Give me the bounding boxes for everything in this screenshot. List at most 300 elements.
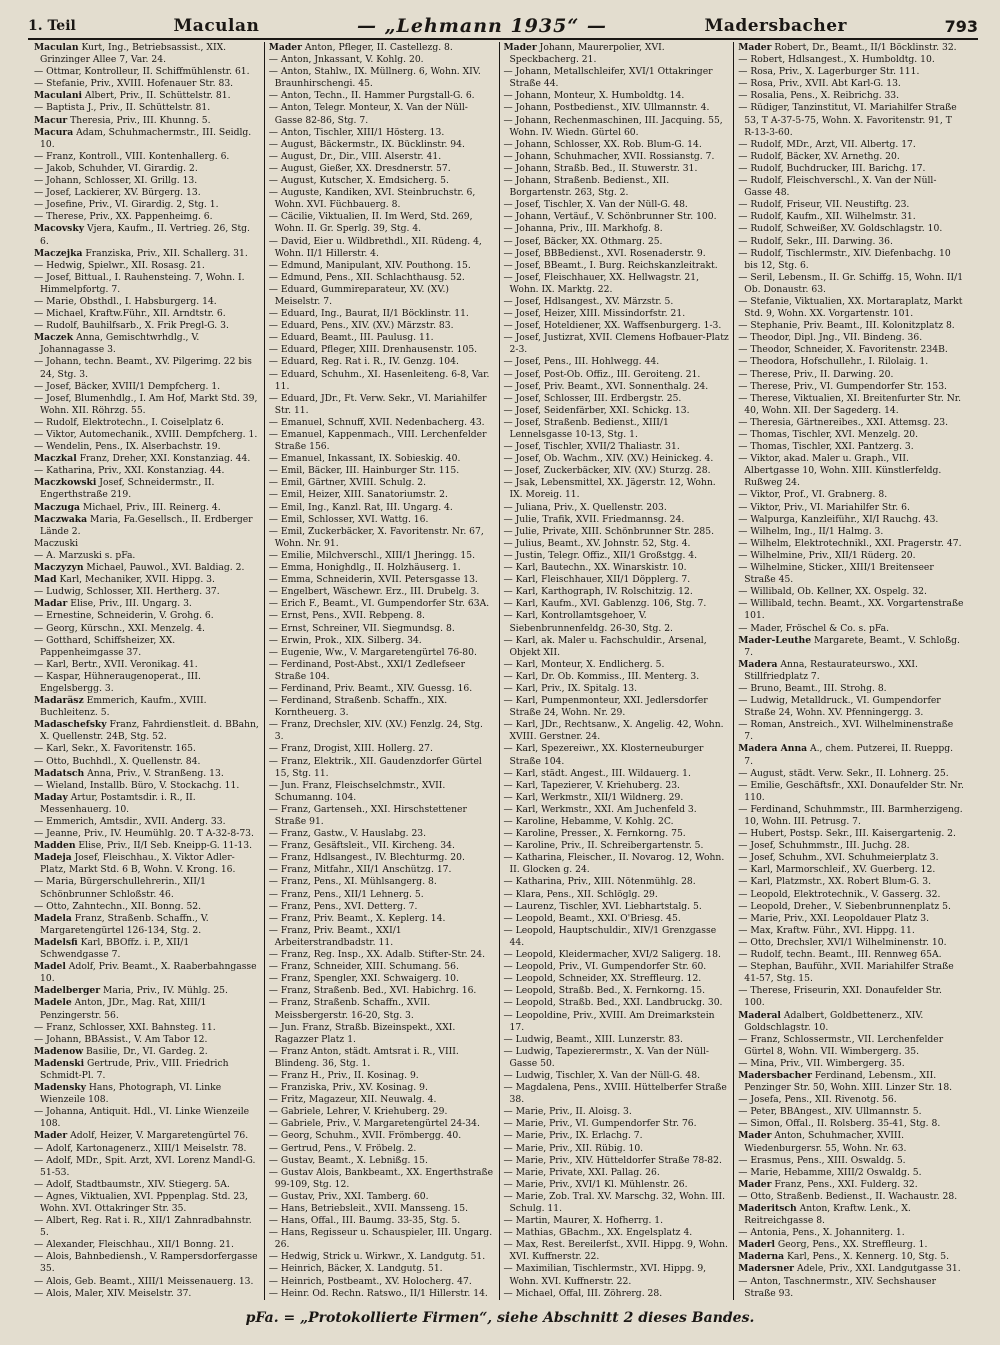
- directory-entry: — Leopold, Kleidermacher, XVI/2 Saligerg. 18.: [503, 949, 721, 961]
- directory-entry: — Stefanie, Priv., XVIII. Hofenauer Str. 83.: [34, 78, 234, 90]
- page-number: 793: [944, 16, 978, 36]
- directory-entry: — Franz, Gastw., V. Hauslabg. 23.: [268, 828, 427, 840]
- directory-entry: — Alexander, Fleischhau., XII/1 Bonng. 21.: [34, 1239, 234, 1251]
- directory-entry: — Emil, Gärtner, XVIII. Schulg. 2.: [268, 477, 427, 489]
- directory-entry: — Josef, Tischler, X. Van der Nüll-G. 48.: [503, 199, 688, 211]
- directory-entry: — Max, Kraftw. Führ., XVI. Hippg. 11.: [738, 924, 915, 936]
- directory-entry: — Franz, Pens., XVI. Detterg. 7.: [268, 900, 418, 912]
- directory-entry: — Peter, BBAngest., XIV. Ullmannstr. 5.: [738, 1106, 922, 1118]
- directory-entry: — Franz, Priv. Beamt., XXI/1 Arbeiterstrandbadstr. 11.: [268, 924, 402, 948]
- directory-entry: — Jun. Franz, Straßb. Bizeinspekt., XXI. Ragazzer Platz 1.: [268, 1021, 456, 1045]
- directory-entry: — Hedwig, Spielwr., XII. Rosasg. 21.: [34, 259, 205, 271]
- footnote: pFa. = „Protokollierte Firmen“, siehe Abschnitt 2 dieses Bandes.: [245, 1310, 755, 1326]
- directory-entry: — Emil, Zuckerbäcker, X. Favoritenstr. Nr. 67, Wohn. Nr. 91.: [268, 525, 484, 549]
- directory-entry: — Ludwig, Beamt., XIII. Lunzerstr. 83.: [503, 1033, 683, 1045]
- directory-entry: Madersbacher Ferdinand, Lebensm., XII. Penzinger Str. 50, Wohn. XIII. Linzer Str. 18.: [738, 1069, 953, 1094]
- directory-entry: — Gustav Alois, Bankbeamt., XX. Engerthstraße 99-109, Stg. 12.: [268, 1166, 494, 1190]
- directory-entry: — Therese, Friseurin, XXI. Donaufelder Str. 100.: [738, 985, 942, 1009]
- directory-entry: — Wilhelm, Elektrotechnikl., XXI. Pragerstr. 47.: [738, 537, 962, 549]
- column-4: [733, 42, 968, 1300]
- directory-entry: — Anton, Tischler, XIII/1 Hösterg. 13.: [268, 126, 445, 138]
- directory-entry: Madeja Josef, Fleischhau., X. Viktor Adler-Platz, Markt Std. 6 B, Wohn. V. Krong. 16.: [34, 852, 236, 876]
- directory-entry: — Josef, Hdlsangest., XV. Märzstr. 5.: [503, 295, 674, 307]
- directory-entry: — Marie, Priv., XIV. Hütteldorfer Straße 78-82.: [503, 1154, 722, 1166]
- directory-entry: — Karl, Platzmstr., XX. Robert Blum-G. 3.: [738, 876, 931, 888]
- directory-entry: — Anton, Telegr. Monteur, X. Van der Nüll-Gasse 82-86, Stg. 7.: [268, 102, 468, 126]
- directory-entry: — Franz, Hdlsangest., IV. Blechturmg. 20.: [268, 852, 465, 864]
- directory-entry: — Gotthard, Schiffsheizer, XX. Pappenheimgasse 37.: [34, 634, 176, 658]
- directory-entry: — Johann, Schlosser, XX. Rob. Blum-G. 14.: [503, 138, 702, 150]
- directory-entry: — Julie, Private, XIII. Schönbrunner Str. 285.: [503, 525, 715, 537]
- directory-entry: — Karoline, Priv., II. Schreibergartenstr. 5.: [503, 840, 704, 852]
- directory-entry: — Ferdinand, Straßenb. Schaffn., XIX. Korntheuerg. 3.: [268, 695, 448, 719]
- directory-entry: — Viktor, Prof., VI. Grabnerg. 8.: [738, 489, 888, 501]
- directory-entry: — Cäcilie, Viktualien, II. Im Werd, Std. 269, Wohn. II. Gr. Sperlg. 39, Stg. 4.: [268, 211, 473, 235]
- directory-entry: — Magdalena, Pens., XVIII. Hüttelberfer Straße 38.: [503, 1082, 727, 1106]
- directory-entry: — Karl, Kaufm., XVI. Gablenzg. 106, Stg. 7.: [503, 598, 707, 610]
- directory-entry: — Karl, Pumpenmonteur, XXI. Jedlersdorfer Straße 24, Wohn. Nr. 29.: [503, 695, 708, 719]
- directory-entry: — Franz, Spengler, XXI. Schwaigerg. 10.: [268, 973, 459, 985]
- directory-entry: — Josef, Bittual., I. Rauhensteing. 7, Wohn. I. Himmelpfortg. 7.: [34, 271, 245, 295]
- directory-entry: — Emma, Schneiderin, XVII. Petersgasse 13.: [268, 574, 478, 586]
- directory-entry: — Hedwig, Strick u. Wirkwr., X. Landgutg. 51.: [268, 1251, 486, 1263]
- directory-entry: Madera Anna A., chem. Putzerei, II. Rueppg. 7.: [738, 743, 954, 767]
- directory-entry: — Engelbert, Wäschewr. Erz., III. Drubelg. 3.: [268, 586, 480, 598]
- directory-entry: — Wilhelmine, Sticker., XIII/1 Breitenseer Straße 45.: [738, 562, 934, 586]
- directory-entry: — Franz, Priv. Beamt., X. Keplerg. 14.: [268, 912, 446, 924]
- directory-entry: — Rudolf, Bäcker, XV. Arnethg. 20.: [738, 150, 900, 162]
- directory-entry: — Franziska, Priv., XV. Kosinag. 9.: [268, 1082, 428, 1094]
- directory-entry: — Franz, Straßenb. Bed., XVI. Habichrg. 16.: [268, 985, 477, 997]
- directory-entry: — Viktor, akad. Maler u. Graph., VII. Albertgasse 10, Wohn. XIII. Künstlerfeldg. Rußweg 24.: [738, 453, 942, 489]
- directory-entry: — Emanuel, Schnuff, XVII. Nedenbacherg. 43.: [268, 416, 485, 428]
- directory-entry: — Otto, Drechsler, XVI/1 Wilhelminenstr. 10.: [738, 936, 947, 948]
- directory-entry: — Gabriele, Priv., V. Margaretengürtel 24-34.: [268, 1118, 480, 1130]
- directory-entry: — Georg, Schuhm., XVII. Frömbergg. 40.: [268, 1130, 462, 1142]
- directory-entry: — Wendelin, Pens., IX. Alserbachstr. 19.: [34, 441, 221, 453]
- directory-entry: — Katharina, Fleischer., II. Novarog. 12, Wohn. II. Glocken g. 24.: [503, 852, 725, 876]
- directory-entry: — Franz, Mitfahr., XII/1 Anschützg. 17.: [268, 864, 452, 876]
- directory-entry: Madela Franz, Straßenb. Schaffn., V. Margaretengürtel 126-134, Stg. 2.: [34, 912, 209, 936]
- directory-entry: Mader Johann, Maurerpolier, XVI. Speckbacherg. 21.: [503, 42, 665, 66]
- directory-entry: — Karl, Bautechn., XX. Winarskistr. 10.: [503, 562, 687, 574]
- directory-entry: — Karl, Bertr., XVII. Veronikag. 41.: [34, 658, 198, 670]
- directory-entry: — Franz, Gesäftsleit., VII. Kircheng. 34.: [268, 840, 455, 852]
- column-3: [499, 42, 734, 1300]
- directory-entry: — Josefa, Pens., XII. Rivenotg. 56.: [738, 1094, 897, 1106]
- directory-entry: — Mader, Fröschel & Co. s. pFa.: [738, 622, 890, 634]
- directory-entry: — Alois, Bahnbediensh., V. Rampersdorfergasse 35.: [34, 1251, 258, 1275]
- directory-entry: — Hans, Offal., III. Baumg. 33-35, Stg. 5.: [268, 1215, 461, 1227]
- directory-entry: Madel Adolf, Priv. Beamt., X. Raaberbahngasse 10.: [34, 961, 257, 985]
- directory-entry: — Leopold, Straßb. Bed., X. Fernkorng. 15.: [503, 985, 706, 997]
- directory-entry: Mad Karl, Mechaniker, XVII. Hippg. 3.: [34, 574, 215, 586]
- directory-entry: — August, Gießer, XX. Dresdnerstr. 57.: [268, 162, 451, 174]
- directory-entry: — Karl, Fleischhauer, XII/1 Döpplerg. 7.: [503, 574, 691, 586]
- directory-entry: — Josef, Lackierer, XV. Bürgerg. 13.: [34, 187, 201, 199]
- directory-entry: — Josef, Tischler, XVII/2 Thaliastr. 31.: [503, 441, 680, 453]
- directory-entry: — Julius, Beamt., XV. Johnstr. 52, Stg. 4.: [503, 537, 691, 549]
- directory-entry: — Leopold, Priv., VI. Gumpendorfer Str. 60.: [503, 961, 707, 973]
- directory-entry: Maczkal Franz, Dreher, XXI. Konstanziag. 44.: [34, 453, 251, 465]
- directory-entry: — Ferdinand, Schuhmmstr., III. Barmherzigeng. 10, Wohn. III. Petrusg. 7.: [738, 803, 963, 827]
- directory-entry: — Juliana, Priv., X. Quellenstr. 203.: [503, 501, 667, 513]
- directory-entry: — Gertrud, Pens., V. Fröbelg. 2.: [268, 1142, 417, 1154]
- directory-entry: Mader Robert, Dr., Beamt., II/1 Böcklinstr. 32.: [738, 42, 957, 53]
- directory-entry: — Karl, Dr. Ob. Kommiss., III. Menterg. 3.: [503, 670, 700, 682]
- directory-entry: — Mina, Priv., VII. Wimbergerg. 35.: [738, 1057, 905, 1069]
- directory-entry: — Theresia, Gärtnereibes., XXI. Attemsg. 23.: [738, 416, 949, 428]
- directory-entry: — Josef, Post-Ob. Offiz., III. Geroiteng. 21.: [503, 368, 701, 380]
- last-entry-name: Madersbacher: [704, 16, 847, 36]
- directory-entry: — Ernst, Pens., XVII. Rebpeng. 8.: [268, 610, 425, 622]
- directory-entry: — Michael, Offal, III. Zöhrerg. 28.: [503, 1287, 663, 1299]
- directory-entry: — Emmerich, Amtsdir., XVII. Anderg. 33.: [34, 816, 226, 827]
- directory-entry: Maczuski: [34, 537, 79, 549]
- directory-entry: — Rudolf, Sekr., III. Darwing. 36.: [738, 235, 893, 247]
- directory-entry: Maday Artur, Postamtsdir. i. R., II. Messenhauerg. 10.: [34, 791, 196, 815]
- directory-entry: — Emma, Honighdlg., II. Holzhäuserg. 1.: [268, 562, 461, 574]
- directory-entry: — Alois, Maler, XIV. Meiselstr. 37.: [34, 1287, 192, 1299]
- directory-entry: — August, Kutscher, X. Emdsicherg. 5.: [268, 175, 449, 187]
- directory-entry: — Johann, Metallschleifer, XVI/1 Ottakringer Straße 44.: [503, 66, 713, 90]
- directory-entry: — Franz, Pens., XI. Mühlsangerg. 8.: [268, 876, 437, 888]
- directory-title: — „Lehmann 1935“ —: [357, 15, 607, 37]
- directory-entry: — Adolf, MDr., Spit. Arzt, XVI. Lorenz Mandl-G. 51-53.: [34, 1154, 256, 1178]
- directory-entry: — Rudolf, Tischlermstr., XIV. Diefenbachg. 10 bis 12, Stg. 6.: [738, 247, 951, 271]
- directory-entry: — A. Marzuski s. pFa.: [34, 549, 136, 561]
- directory-entry: Maderal Adalbert, Goldbettenerz., XIV. Goldschlagstr. 10.: [738, 1009, 924, 1033]
- directory-entry: — Marie, Hebamme, XIII/2 Oswaldg. 5.: [738, 1166, 922, 1178]
- directory-entry: — Georg, Kürschn., XXI. Menzelg. 4.: [34, 622, 205, 634]
- directory-entry: — Ottmar, Kontrolleur, II. Schiffmühlenstr. 61.: [34, 66, 250, 78]
- directory-entry: — Johann, Rechenmaschinen, III. Jacquing. 55, Wohn. IV. Wiedn. Gürtel 60.: [503, 114, 723, 138]
- directory-entry: — Johann, Schlosser, XI. Grillg. 13.: [34, 175, 198, 187]
- directory-entry: — Wilhelmine, Priv., XII/1 Rüderg. 20.: [738, 549, 916, 561]
- directory-entry: — Rudolf, Kaufm., XII. Wilhelmstr. 31.: [738, 211, 916, 223]
- directory-entry: — Franz, Kontroll., VIII. Kontenhallerg. 6.: [34, 150, 230, 162]
- directory-entry: — Anton, Techn., II. Hammer Purgstall-G. 6.: [268, 90, 475, 102]
- directory-entry: — Gustav, Priv., XXI. Tamberg. 60.: [268, 1190, 429, 1202]
- directory-entry: — Adolf, Kartonagenerz., XIII/1 Meiselstr. 78.: [34, 1142, 247, 1154]
- directory-entry: — Auguste, Kandiken, XVI. Steinbruchstr. 6, Wohn. XVI. Füchbauerg. 8.: [268, 187, 476, 211]
- directory-entry: Mader Anton, Schuhmacher, XVIII. Wiedenburgersr. 55, Wohn. Nr. 63.: [738, 1130, 907, 1154]
- directory-entry: — Therese, Priv., VI. Gumpendorfer Str. 153.: [738, 380, 947, 392]
- directory-entry: — Josef, Hoteldiener, XX. Waffsenburgerg. 1-3.: [503, 320, 722, 332]
- directory-entry: — Laurenz, Tischler, XVI. Liebhartstalg. 5.: [503, 900, 702, 912]
- directory-entry: — Rosalia, Pens., X. Reibrichg. 33.: [738, 90, 900, 102]
- directory-entry: — Anton, Jnkassant, V. Kohlg. 20.: [268, 54, 424, 66]
- directory-entry: — Jakob, Schuhder, VI. Girardig. 2.: [34, 162, 198, 174]
- directory-entry: — Eduard, Ing., Baurat, II/1 Böcklinstr. 11.: [268, 308, 469, 320]
- directory-entry: Maculani Albert, Priv., II. Schüttelstr. 81.: [34, 90, 231, 102]
- directory-entry: — Franz Anton, städt. Amtsrat i. R., VIII. Blindeng. 36, Stg. 1.: [268, 1045, 459, 1069]
- directory-entry: — Eduard, Gummireparateur, XV. (XV.) Meiselstr. 7.: [268, 283, 449, 307]
- directory-entry: Mader Franz, Pens., XXI. Fulderg. 32.: [738, 1178, 918, 1190]
- directory-entry: — Klara, Pens., XII. Schlöglg. 29.: [503, 888, 658, 900]
- directory-entry: — David, Eier u. Wildbrethdl., XII. Rüdeng. 4, Wohn. II/1 Hillerstr. 4.: [268, 235, 482, 259]
- directory-entry: — Franz, Pens., XII/1 Lehnerg. 5.: [268, 888, 424, 900]
- directory-entry: — Hans, Regisseur u. Schauspieler, III. Ungarg. 26.: [268, 1227, 493, 1251]
- directory-entry: — Michael, Kraftw.Führ., XII. Arndtstr. 6.: [34, 308, 226, 320]
- directory-entry: — Robert, Hdlsangest., X. Humboldtg. 10.: [738, 54, 935, 66]
- directory-entry: — Anton, Stahlw., IX. Müllnerg. 6, Wohn. XIV. Braunhirschengi. 45.: [268, 66, 481, 90]
- directory-entry: Madenow Basilie, Dr., VI. Gardeg. 2.: [34, 1045, 208, 1057]
- directory-entry: — Mathias, GBachm., XX. Engelsplatz 4.: [503, 1227, 693, 1239]
- directory-entry: — Eugenie, Ww., V. Margaretengürtel 76-80.: [268, 646, 477, 658]
- directory-entry: — Josefine, Priv., VI. Girardig. 2, Stg. 1.: [34, 199, 219, 211]
- directory-entry: — Seril, Lebensm., II. Gr. Schiffg. 15, Wohn. II/1 Ob. Donaustr. 63.: [738, 271, 964, 295]
- directory-entry: — Emanuel, Kappenmach., VIII. Lerchenfelder Straße 156.: [268, 429, 487, 453]
- directory-entry: — Edmund, Pens., XII. Schlachthausg. 52.: [268, 271, 465, 283]
- directory-entry: — Baptista J., Priv., II. Schüttelstr. 81.: [34, 102, 211, 114]
- directory-entry: — Maximilian, Tischlermstr., XVI. Hippg. 9, Wohn. XVI. Kuffnerstr. 22.: [503, 1263, 707, 1287]
- directory-entry: — Eduard, Reg. Rat i. R., IV. Genzg. 104.: [268, 356, 459, 368]
- first-entry-name: Maculan: [173, 16, 260, 36]
- directory-entry: — August, Dr., Dir., VIII. Alserstr. 41.: [268, 150, 442, 162]
- directory-entry: — Stephanie, Priv. Beamt., III. Kolonitzplatz 8.: [738, 320, 955, 332]
- directory-entry: — Josef, Pens., III. Hohlwegg. 44.: [503, 356, 660, 368]
- directory-entry: Madar Elise, Priv., III. Ungarg. 3.: [34, 598, 192, 610]
- directory-entry: — Johanna, Antiquit. Hdl., VI. Linke Wienzeile 108.: [34, 1106, 250, 1130]
- directory-entry: — Emil, Schlosser, XVI. Wattg. 16.: [268, 513, 429, 525]
- directory-entry: — Ferdinand, Priv. Beamt., XIV. Guessg. 16.: [268, 682, 473, 694]
- directory-entry: — Willibald, Ob. Kellner, XX. Ospelg. 32.: [738, 586, 927, 598]
- directory-entry: — Emilie, Milchverschl., XIII/1 Jheringg. 15.: [268, 549, 476, 561]
- directory-entry: — Josef, Seidenfärber, XXI. Schickg. 13.: [503, 404, 690, 416]
- directory-entry: — Anton, Taschnermstr., XIV. Sechshauser Straße 93.: [738, 1275, 936, 1299]
- directory-entry: — Karl, Priv., IX. Spitalg. 13.: [503, 682, 638, 694]
- directory-entry: — Karl, JDr., Rechtsanw., X. Angelig. 42, Wohn. XVIII. Gerstner. 24.: [503, 719, 724, 743]
- directory-entry: Maczek Anna, Gemischtwrhdlg., V. Johannagasse 3.: [34, 332, 200, 356]
- directory-entry: — Josef, Bäcker, XX. Othmarg. 25.: [503, 235, 663, 247]
- directory-entry: — Karl, Sekr., X. Favoritenstr. 165.: [34, 743, 196, 755]
- directory-entry: — Emanuel, Inkassant, IX. Sobieskig. 40.: [268, 453, 461, 465]
- directory-entry: — Eduard, JDr., Ft. Verw. Sekr., VI. Mariahilfer Str. 11.: [268, 392, 487, 416]
- directory-entry: — Franz, Schneider, XIII. Schumang. 56.: [268, 961, 459, 973]
- directory-entry: — Thomas, Tischler, XVI. Menzelg. 20.: [738, 429, 919, 440]
- directory-entry: — Therese, Viktualien, XI. Breitenfurter Str. Nr. 40, Wohn. XII. Der Sagederg. 14.: [738, 392, 962, 416]
- directory-entry: — Rosa, Priv., XVII. Abt Karl-G. 13.: [738, 78, 901, 90]
- directory-entry: — Johann, techn. Beamt., XV. Pilgerimg. 22 bis 24, Stg. 3.: [34, 356, 252, 380]
- directory-entry: — Stephan, Bauführ., XVII. Mariahilfer Straße 41-57, Stg. 15.: [738, 961, 954, 985]
- directory-entry: — Hans, Betriebsleit., XVII. Mansseng. 15.: [268, 1203, 469, 1214]
- directory-entry: Madden Elise, Priv., II/I Seb. Kneipp-G. 11-13.: [34, 840, 253, 852]
- directory-entry: — Marie, Private, XXI. Pallag. 26.: [503, 1166, 660, 1178]
- directory-entry: — Johanna, Priv., III. Markhofg. 8.: [503, 223, 663, 235]
- directory-entry: Madera Anna, Restaurateurswo., XXI. Stillfriedplatz 7.: [738, 658, 918, 682]
- directory-entry: — Max, Rest. Bereilerfst., XVII. Hippg. 9, Wohn. XVI. Kuffnerstr. 22.: [503, 1239, 728, 1263]
- directory-entry: — Johann, BBAssist., V. Am Tabor 12.: [34, 1033, 208, 1045]
- directory-entry: — Leopold, Hauptschuldir., XIV/1 Grenzgasse 44.: [503, 924, 717, 948]
- directory-entry: — Johann, Vertäuf., V. Schönbrunner Str. 100.: [503, 211, 717, 223]
- directory-entry: Maczejka Franziska, Priv., XII. Schallerg. 31.: [34, 247, 248, 259]
- directory-entry: — Eduard, Beamt., III. Paulusg. 11.: [268, 332, 434, 344]
- directory-entry: — Josef, Priv. Beamt., XVI. Sonnenthalg. 24.: [503, 380, 709, 392]
- directory-entry: — Thomas, Tischler, XXI. Pantzerg. 3.: [738, 441, 914, 453]
- directory-entry: — Leopold, Straßb. Bed., XXI. Landbruckg. 30.: [503, 997, 723, 1009]
- directory-entry: — Josef, Ob. Wachm., XIV. (XV.) Heinickeg. 4.: [503, 453, 714, 465]
- directory-entry: — Jsak, Lebensmittel, XX. Jägerstr. 12, Wohn. IX. Moreig. 11.: [503, 477, 716, 501]
- directory-entry: — Rudolf, Bauhilfsarb., X. Frik Pregl-G. 3.: [34, 320, 229, 332]
- directory-entry: — Emilie, Geschäftsfr., XXI. Donaufelder Str. Nr. 110.: [738, 779, 964, 803]
- directory-entry: — Rudolf, Fleischverschl., X. Van der Nüll-Gasse 48.: [738, 175, 937, 199]
- directory-entry: — Marie, Priv., XII. Rübig. 10.: [503, 1142, 644, 1154]
- directory-entry: — Theodor, Dipl. Jng., VII. Bindeng. 36.: [738, 332, 923, 344]
- directory-entry: — Ernst, Schreiner, VII. Siegmundsg. 8.: [268, 622, 455, 634]
- directory-entry: — Josef, Schuhmmstr., III. Juchg. 28.: [738, 840, 910, 852]
- directory-entry: — Rüdiger, Tanzinstitut, VI. Mariahilfer Straße 53, T A-37-5-75, Wohn. X. Favoritenstr. 91, T R-13-3-60.: [738, 102, 957, 138]
- directory-entry: — Ludwig, Tischler, X. Van der Nüll-G. 48.: [503, 1069, 700, 1081]
- directory-entry: — Marie, Obsthdl., I. Habsburgerg. 14.: [34, 295, 217, 307]
- directory-entry: — Karoline, Hebamme, V. Kohlg. 2C.: [503, 816, 674, 827]
- directory-entry: — Gustav, Beamt., X. Lebnißg. 15.: [268, 1154, 428, 1166]
- directory-entry: — Franz, Gartenseh., XXI. Hirschstettener Straße 91.: [268, 803, 467, 827]
- directory-entry: — Karl, Monteur, X. Endlicherg. 5.: [503, 658, 665, 670]
- directory-entry: — Karl, Spezereiwr., XX. Klosterneuburger Straße 104.: [503, 743, 704, 767]
- directory-entry: — Karl, städt. Angest., III. Wildauerg. 1.: [503, 767, 691, 779]
- directory-entry: Maderna Karl, Pens., X. Kennerg. 10, Stg. 5.: [738, 1251, 949, 1263]
- directory-entry: — Emil, Ing., Kanzl. Rat, III. Ungarg. 4.: [268, 501, 453, 513]
- directory-entry: Madelberger Maria, Priv., IV. Mühlg. 25.: [34, 985, 228, 997]
- directory-entry: — Ernestine, Schneiderin, V. Grohg. 6.: [34, 610, 214, 622]
- directory-entry: — Alois, Geb. Beamt., XIII/1 Meissenauerg. 13.: [34, 1275, 254, 1287]
- directory-entry: Madaschefsky Franz, Fahrdienstleit. d. BBahn, X. Quellenstr. 24B, Stg. 52.: [34, 719, 259, 743]
- directory-entry: — Agnes, Viktualien, XVI. Pppenplag. Std. 23, Wohn. XVI. Ottakringer Str. 35.: [34, 1190, 248, 1214]
- directory-entry: — Josef, BBBedienst., XVI. Rosenaderstr. 9.: [503, 247, 706, 259]
- directory-entry: — Jeanne, Priv., IV. Heumühlg. 20. T A-32-8-73.: [34, 828, 254, 840]
- directory-entry: — August, städt. Verw. Sekr., II. Lohnerg. 25.: [738, 767, 949, 779]
- entry-columns: [34, 42, 968, 1300]
- column-2: [264, 42, 499, 1300]
- directory-entry: — Josef, Bäcker, XVIII/1 Dempfcherg. 1.: [34, 380, 221, 392]
- directory-entry: Madersner Adele, Priv., XXI. Landgutgasse 31.: [738, 1263, 961, 1275]
- directory-entry: — Ferdinand, Post-Abst., XXI/1 Zedlefseer Straße 104.: [268, 658, 465, 682]
- directory-entry: — Wieland, Installb. Büro, V. Stockachg. 11.: [34, 779, 240, 791]
- directory-entry: Madaräsz Emmerich, Kaufm., XVIII. Buchleitenz. 5.: [34, 695, 207, 719]
- directory-entry: — Therese, Priv., II. Darwing. 20.: [738, 368, 894, 380]
- directory-entry: — Ludwig, Schlosser, XII. Hertherg. 37.: [34, 586, 220, 598]
- directory-entry: — Leopold, Beamt., XXI. O'Briesg. 45.: [503, 912, 681, 924]
- directory-entry: — Karl, Werkmstr., XII/1 Wildnerg. 29.: [503, 791, 684, 803]
- directory-entry: — Willibald, techn. Beamt., XX. Vorgartenstraße 101.: [738, 598, 964, 622]
- directory-entry: — Eduard, Pfleger, XIII. Drenhausenstr. 105.: [268, 344, 478, 356]
- directory-entry: — Emil, Bäcker, III. Hainburger Str. 115.: [268, 465, 460, 477]
- directory-entry: — Franz H., Priv., II. Kosinag. 9.: [268, 1069, 419, 1081]
- directory-entry: — Marie, Zob. Tral. XV. Marschg. 32, Wohn. III. Schulg. 11.: [503, 1190, 726, 1214]
- directory-entry: — Ludwig, Tapezierermstr., X. Van der Nüll-Gasse 50.: [503, 1045, 709, 1069]
- directory-entry: — Franz, Elektrik., XII. Gaudenzdorfer Gürtel 15, Stg. 11.: [268, 755, 482, 779]
- directory-entry: — Rudolf, Friseur, VII. Neustiftg. 23.: [738, 199, 910, 211]
- volume-part: 1. Teil: [28, 18, 76, 34]
- directory-entry: — Eduard, Schuhm., XI. Hasenleiteng. 6-8, Var. 11.: [268, 368, 490, 392]
- directory-entry: — Karl, ak. Maler u. Fachschuldir., Arsenal, Objekt XII.: [503, 634, 707, 658]
- directory-entry: — Karl, Kontrollamtsgehoer, V. Siebenbrunnenfeldg. 26-30, Stg. 2.: [503, 610, 673, 634]
- directory-entry: Madenski Gertrude, Priv., VIII. Friedrich Schmidt-Pl. 7.: [34, 1057, 229, 1081]
- directory-entry: — Walpurga, Kanzleiführ., XI/I Rauchg. 43.: [738, 513, 939, 525]
- directory-entry: — Johann, Straßenb. Bedienst., XII. Borgartenstr. 263, Stg. 2.: [503, 175, 670, 199]
- directory-entry: — Josef, Schuhm., XVI. Schuhmeierplatz 3.: [738, 852, 939, 864]
- directory-entry: — Wilhelm, Ing., II/1 Halmg. 3.: [738, 525, 884, 537]
- directory-entry: — Rudolf, Elektrotechn., I. Coiselplatz 6.: [34, 416, 224, 428]
- directory-entry: Maderl Georg, Pens., XX. Streffleurg. 1.: [738, 1239, 928, 1251]
- column-1: [34, 42, 264, 1300]
- directory-entry: Maczuga Michael, Priv., III. Reinerg. 4.: [34, 501, 221, 513]
- directory-entry: — Simon, Offal., II. Rolsberg. 35-41, Stg. 8.: [738, 1118, 941, 1130]
- directory-entry: — Marie, Priv., VI. Gumpendorfer Str. 76.: [503, 1118, 697, 1130]
- directory-entry: — Therese, Priv., XX. Pappenheimg. 6.: [34, 211, 213, 223]
- directory-entry: — Erasmus, Pens., XIII. Oswaldg. 5.: [738, 1154, 906, 1166]
- directory-entry: — Johann, Schuhmacher, XVII. Rossianstg. 7.: [503, 150, 715, 162]
- directory-entry: — Martin, Maurer, X. Hofherrg. 1.: [503, 1215, 664, 1227]
- directory-entry: — Maria, Bürgerschullehrerin., XII/1 Schönbrunner Schloßstr. 46.: [34, 876, 206, 900]
- directory-entry: Madele Anton, JDr., Mag. Rat, XIII/1 Penzingerstr. 56.: [34, 997, 207, 1021]
- directory-entry: — Johann, Monteur, X. Humboldtg. 14.: [503, 90, 685, 102]
- directory-entry: — Rudolf, MDr., Arzt, VII. Albertg. 17.: [738, 138, 916, 150]
- directory-entry: Mader Adolf, Heizer, V. Margaretengürtel 76.: [34, 1130, 249, 1142]
- directory-entry: — Franz, Schlossermstr., VII. Lerchenfelder Gürtel 8, Wohn. VII. Wimbergerg. 35.: [738, 1033, 944, 1057]
- directory-entry: — Albert, Reg. Rat i. R., XII/1 Zahnradbahnstr. 5.: [34, 1215, 252, 1239]
- directory-entry: Maczwaka Maria, Fa.Gesellsch., II. Erdberger Lände 2.: [34, 513, 253, 537]
- directory-entry: — Franz, Drogist, XIII. Hollerg. 27.: [268, 743, 433, 755]
- directory-entry: — Antonia, Pens., X. Johanniterg. 1.: [738, 1227, 905, 1239]
- directory-entry: — Emil, Heizer, XIII. Sanatoriumstr. 2.: [268, 489, 448, 501]
- directory-entry: Macura Adam, Schuhmachermstr., III. Seidlg. 10.: [34, 126, 252, 150]
- directory-entry: — Fritz, Magazeur, XII. Neuwalg. 4.: [268, 1094, 437, 1106]
- directory-entry: — Eduard, Pens., XIV. (XV.) Märzstr. 83.: [268, 320, 454, 332]
- directory-entry: — Heinrich, Postbeamt., XV. Holocherg. 47.: [268, 1275, 472, 1287]
- directory-entry: — Jun. Franz, Fleischselchmstr., XVII. Schumanng. 104.: [268, 779, 446, 803]
- directory-entry: — Katharina, Priv., XIII. Nötenmühlg. 28.: [503, 876, 696, 888]
- directory-entry: — Rudolf, Buchdrucker, III. Barichg. 17.: [738, 162, 926, 174]
- directory-entry: Macur Theresia, Priv., III. Khunng. 5.: [34, 114, 211, 126]
- directory-entry: — Franz, Schlosser, XXI. Bahnsteg. 11.: [34, 1021, 216, 1033]
- directory-entry: — Karl, Tapezierer, V. Kriehuberg. 23.: [503, 779, 680, 791]
- directory-entry: — Hubert, Postsp. Sekr., III. Kaisergartenig. 2.: [738, 828, 956, 840]
- directory-entry: — Josef, Heizer, XIII. Missindorfstr. 21.: [503, 308, 686, 320]
- page-header: [28, 14, 978, 40]
- directory-entry: — Otto, Buchhdl., X. Quellenstr. 84.: [34, 755, 201, 767]
- directory-entry: — Marie, Priv., IX. Erlachg. 7.: [503, 1130, 643, 1142]
- directory-entry: — Josef, BBeamt., I. Burg. Reichskanzleitrakt.: [503, 259, 718, 271]
- directory-entry: — Josef, Schlosser, III. Erdbergstr. 25.: [503, 392, 682, 404]
- directory-entry: — Leopold, Elektrotechnik., V. Gasserg. 32.: [738, 888, 941, 900]
- directory-entry: Maczyzyn Michael, Pauwol., XVI. Baldiag. 2.: [34, 562, 245, 574]
- directory-entry: — Gabriele, Lehrer, V. Kriehuberg. 29.: [268, 1106, 448, 1118]
- directory-entry: Maculan Kurt, Ing., Betriebsassist., XIX. Grinzinger Allee 7, Var. 24.: [34, 42, 227, 66]
- directory-entry: — Kaspar, Hühneraugenoperat., III. Engelsbergg. 3.: [34, 670, 201, 694]
- directory-entry: — Leopold, Dreher., V. Siebenbrunnenplatz 5.: [738, 900, 951, 912]
- directory-entry: Madatsch Anna, Priv., V. Stranßeng. 13.: [34, 767, 224, 779]
- directory-entry: — Erich F., Beamt., VI. Gumpendorfer Str. 63A.: [268, 598, 490, 610]
- directory-entry: — Erwin, Prok., XIX. Silberg. 34.: [268, 634, 422, 646]
- directory-entry: — Johann, Straßb. Bed., II. Stuwerstr. 31.: [503, 162, 698, 174]
- directory-entry: — Josef, Blumenhdlg., I. Am Hof, Markt Std. 39, Wohn. XII. Röhrzg. 55.: [34, 392, 258, 416]
- directory-entry: — Heinr. Od. Rechn. Ratswo., II/1 Hillerstr. 14.: [268, 1287, 488, 1299]
- directory-entry: — Theodora, Hofschullehr., I. Rilolaig. 1.: [738, 356, 929, 368]
- directory-entry: — Franz, Drechsler, XIV. (XV.) Fenzlg. 24, Stg. 3.: [268, 719, 483, 743]
- directory-entry: — Adolf, Stadtbaumstr., XIV. Stiegerg. 5A.: [34, 1178, 230, 1190]
- directory-entry: — Rosa, Priv., X. Lagerburger Str. 111.: [738, 66, 920, 78]
- directory-entry: Mader Anton, Pfleger, II. Castellezg. 8.: [268, 42, 453, 53]
- directory-entry: — Viktor, Automechanik., XVIII. Dempfcherg. 1.: [34, 429, 258, 440]
- directory-entry: Maczkowski Josef, Schneidermstr., II. Engerthstraße 219.: [34, 477, 215, 501]
- directory-entry: — Bruno, Beamt., III. Strohg. 8.: [738, 682, 887, 694]
- directory-entry: — Edmund, Manipulant, XIV. Pouthong. 15.: [268, 259, 471, 271]
- directory-entry: — Otto, Straßenb. Bedienst., II. Wachaustr. 28.: [738, 1190, 958, 1202]
- directory-entry: — Josef, Straßenb. Bedienst., XIII/1 Lennelsgasse 10-13, Stg. 1.: [503, 416, 669, 440]
- directory-entry: — Leopold, Schneider, XX. Streffleurg. 12.: [503, 973, 702, 985]
